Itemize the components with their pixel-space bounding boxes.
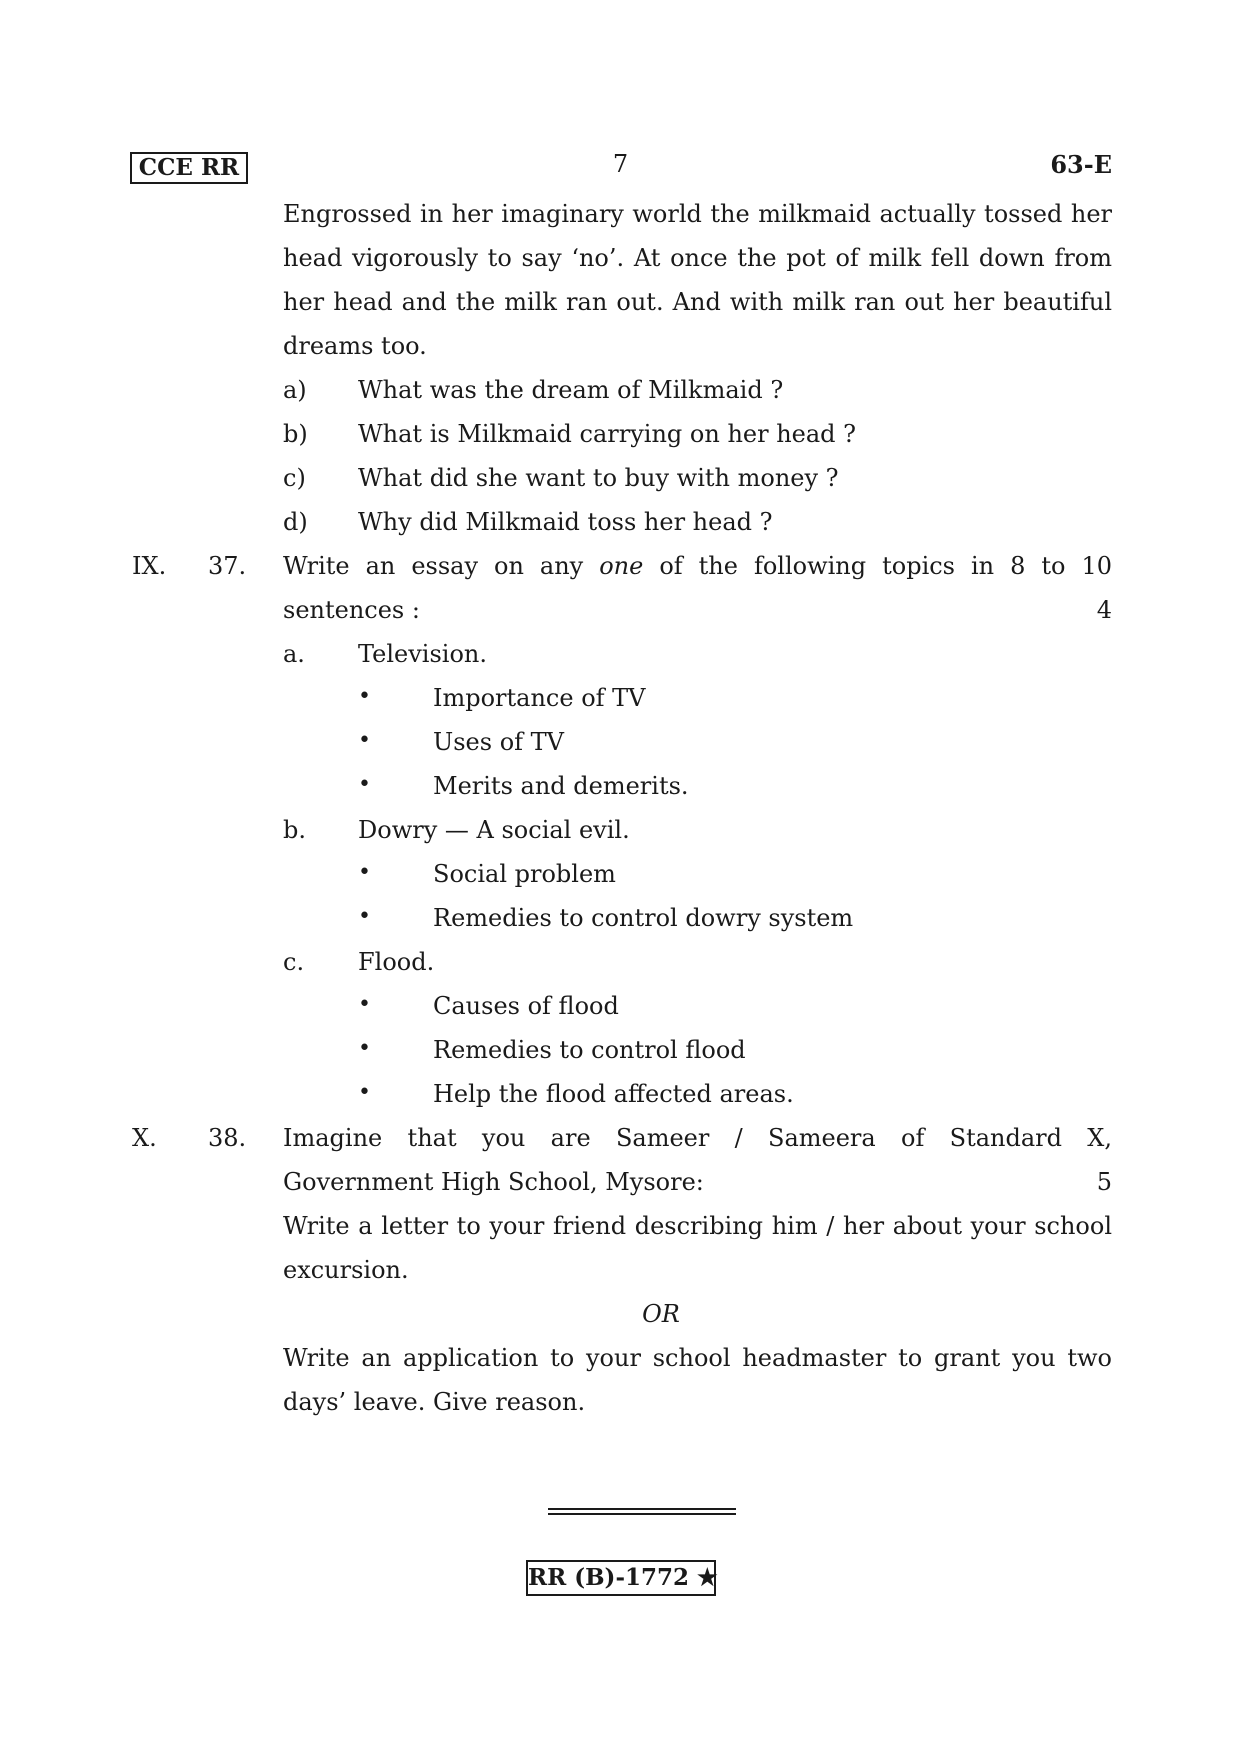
q37-line-1-emphasis: one — [599, 552, 644, 580]
topic-label-c: c. — [283, 948, 305, 976]
bullet-icon: • — [358, 992, 371, 1017]
topic-a-point-2: Uses of TV — [433, 728, 564, 756]
topic-c-point-3: Help the flood affected areas. — [433, 1080, 794, 1108]
q38-marks: 5 — [1096, 1168, 1112, 1196]
question-label-b: b) — [283, 420, 308, 448]
footer-box — [526, 1560, 716, 1596]
question-text-a: What was the dream of Milkmaid ? — [358, 376, 784, 404]
question-text-b: What is Milkmaid carrying on her head ? — [358, 420, 857, 448]
topic-b-point-2: Remedies to control dowry system — [433, 904, 854, 932]
q38-line-5: Write an application to your school headmaster to grant you two — [283, 1344, 1112, 1372]
question-number-38: 38. — [208, 1124, 247, 1152]
question-label-d: d) — [283, 508, 308, 536]
topic-title-a: Television. — [358, 640, 487, 668]
end-rule-bottom — [548, 1513, 736, 1515]
question-text-d: Why did Milkmaid toss her head ? — [358, 508, 773, 536]
q37-line-2: sentences : — [283, 596, 420, 624]
page-number: 7 — [612, 150, 629, 178]
bullet-icon: • — [358, 728, 371, 753]
topic-b-point-1: Social problem — [433, 860, 616, 888]
topic-a-point-3: Merits and demerits. — [433, 772, 689, 800]
question-label-c: c) — [283, 464, 306, 492]
topic-a-point-1: Importance of TV — [433, 684, 646, 712]
topic-label-a: a. — [283, 640, 305, 668]
passage-line-4: dreams too. — [283, 332, 427, 360]
passage-line-2: head vigorously to say ‘no’. At once the pot of milk fell down from — [283, 244, 1112, 272]
bullet-icon: • — [358, 904, 371, 929]
bullet-icon: • — [358, 1080, 371, 1105]
passage-line-1: Engrossed in her imaginary world the milkmaid actually tossed her — [283, 200, 1112, 228]
q37-line-1 — [283, 552, 1112, 580]
star-icon: ★ — [697, 1564, 718, 1591]
section-ix: IX. — [132, 552, 167, 580]
topic-title-b: Dowry — A social evil. — [358, 816, 630, 844]
q38-line-6: days’ leave. Give reason. — [283, 1388, 586, 1416]
topic-c-point-2: Remedies to control flood — [433, 1036, 746, 1064]
q38-line-3: Write a letter to your friend describing him / her about your school — [283, 1212, 1112, 1240]
topic-c-point-1: Causes of flood — [433, 992, 619, 1020]
topic-label-b: b. — [283, 816, 306, 844]
footer-code: RR (B)-1772 — [528, 1564, 689, 1591]
passage-line-3: her head and the milk ran out. And with milk ran out her beautiful — [283, 288, 1112, 316]
end-rule-top — [548, 1508, 736, 1510]
bullet-icon: • — [358, 1036, 371, 1061]
q37-marks: 4 — [1096, 596, 1112, 624]
bullet-icon: • — [358, 684, 371, 709]
bullet-icon: • — [358, 772, 371, 797]
question-text-c: What did she want to buy with money ? — [358, 464, 839, 492]
bullet-icon: • — [358, 860, 371, 885]
or-separator: OR — [642, 1300, 680, 1328]
q37-line-1-a: Write an essay on any — [283, 552, 600, 580]
topic-title-c: Flood. — [358, 948, 435, 976]
q37-line-1-b: of the following topics in 8 to 10 — [643, 552, 1112, 580]
q38-line-1: Imagine that you are Sameer / Sameera of Standard X, — [283, 1124, 1112, 1152]
section-x: X. — [132, 1124, 157, 1152]
paper-code: 63-E — [1050, 150, 1112, 179]
question-number-37: 37. — [208, 552, 247, 580]
q38-line-2: Government High School, Mysore: — [283, 1168, 704, 1196]
question-label-a: a) — [283, 376, 307, 404]
header-box-label: CCE RR — [138, 154, 240, 181]
q38-line-4: excursion. — [283, 1256, 409, 1284]
